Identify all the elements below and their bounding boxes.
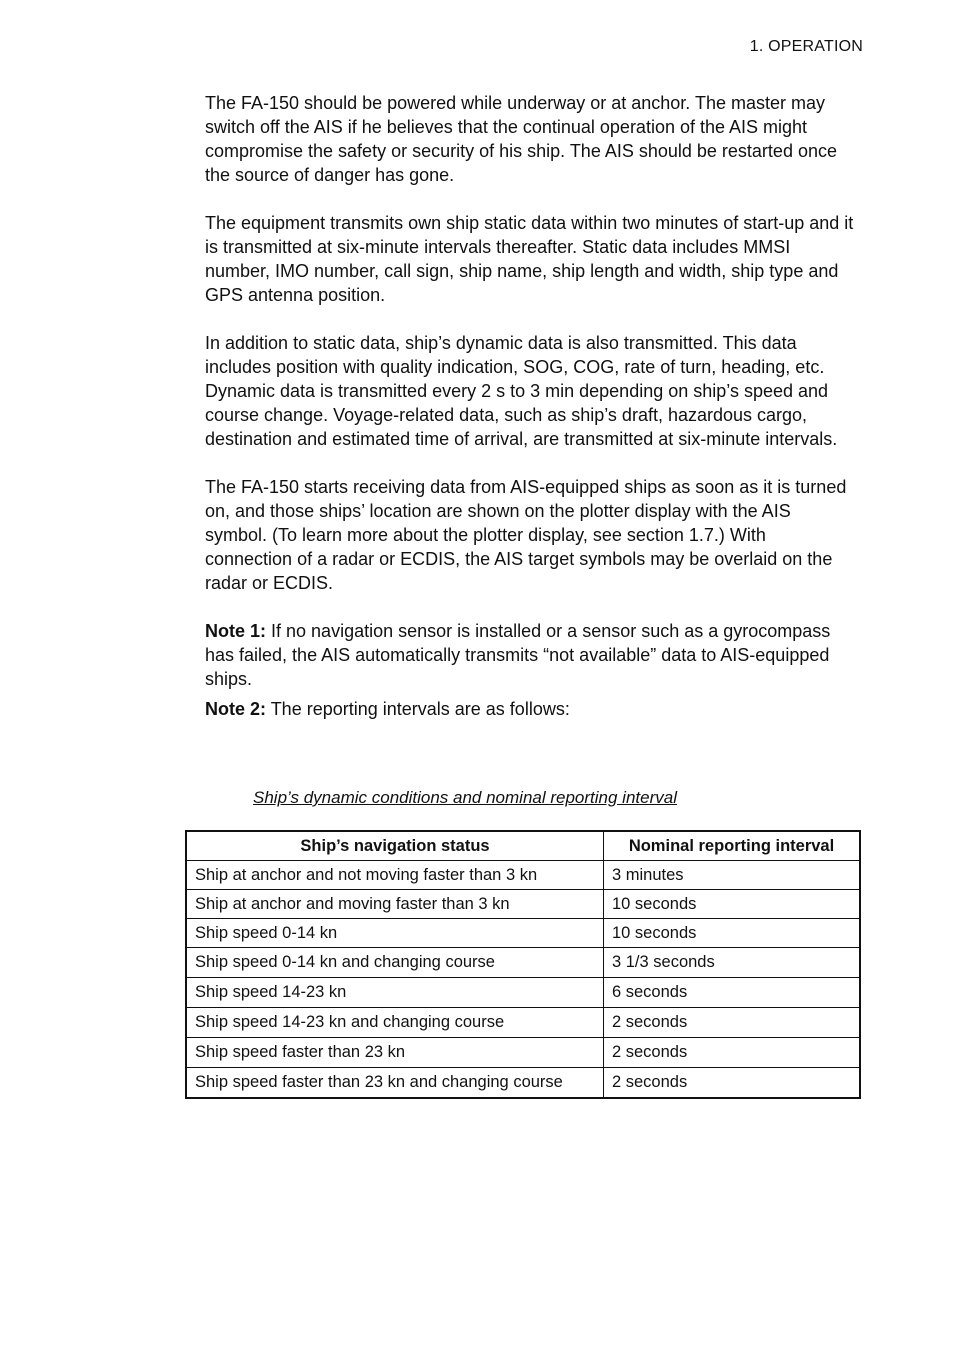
table-row	[186, 890, 860, 919]
status-cell: Ship speed 0-14 kn and changing course	[186, 948, 604, 978]
status-cell: Ship speed faster than 23 kn	[186, 1038, 604, 1068]
status-cell: Ship speed 14-23 kn	[186, 978, 604, 1008]
table-row	[186, 919, 860, 948]
status-cell: Ship at anchor and not moving faster than 3 kn	[186, 861, 604, 890]
note-1-text: If no navigation sensor is installed or a sensor such as a gyrocompass has failed, the AIS automatically transmits “not available” data to AIS-equipped ships.	[205, 621, 831, 689]
body-text	[205, 91, 855, 721]
note-2	[205, 697, 855, 721]
table-row	[186, 978, 860, 1008]
interval-cell: 2 seconds	[604, 1008, 861, 1038]
paragraph-dynamic-data: In addition to static data, ship’s dynamic data is also transmitted. This data includes position with quality indication, SOG, COG, rate of turn, heading, etc. Dynamic data is transmitted every 2 s to 3 min depending on ship’s speed and course change. Voyage-related data, such as ship’s draft, hazardous cargo, destination and estimated time of arrival, are transmitted at six-minute intervals.	[205, 333, 838, 449]
note-1-label: Note 1:	[205, 621, 267, 641]
table-caption: Ship’s dynamic conditions and nominal reporting interval	[253, 788, 677, 807]
paragraph-power: The FA-150 should be powered while underway or at anchor. The master may switch off the AIS if he believes that the continual operation of the AIS might compromise the safety or security of his ship. The AIS should be restarted once the source of danger has gone.	[205, 93, 837, 185]
table-row	[186, 948, 860, 978]
reporting-interval-table	[185, 830, 861, 1099]
note-2-text: The reporting intervals are as follows:	[266, 699, 570, 719]
interval-cell: 6 seconds	[604, 978, 861, 1008]
interval-cell: 2 seconds	[604, 1038, 861, 1068]
interval-cell: 2 seconds	[604, 1068, 861, 1099]
status-cell: Ship speed faster than 23 kn and changing course	[186, 1068, 604, 1099]
table-row	[186, 1008, 860, 1038]
header-navigation-status: Ship’s navigation status	[186, 831, 604, 861]
interval-cell: 10 seconds	[604, 890, 861, 919]
paragraph-static-data: The equipment transmits own ship static data within two minutes of start-up and it is transmitted at six-minute intervals thereafter. Static data includes MMSI number, IMO number, call sign, ship name, ship length and width, ship type and GPS antenna position.	[205, 213, 854, 305]
table-row	[186, 1068, 860, 1099]
page-header: 1. OPERATION	[749, 38, 863, 55]
note-1	[205, 619, 855, 691]
table-row	[186, 1038, 860, 1068]
table-row	[186, 861, 860, 890]
status-cell: Ship at anchor and moving faster than 3 kn	[186, 890, 604, 919]
status-cell: Ship speed 0-14 kn	[186, 919, 604, 948]
status-cell: Ship speed 14-23 kn and changing course	[186, 1008, 604, 1038]
interval-cell: 3 minutes	[604, 861, 861, 890]
header-reporting-interval: Nominal reporting interval	[604, 831, 861, 861]
paragraph-receiving: The FA-150 starts receiving data from AIS-equipped ships as soon as it is turned on, and those ships’ location are shown on the plotter display with the AIS symbol. (To learn more about the plotter display, see section 1.7.) With connection of a radar or ECDIS, the AIS target symbols may be overlaid on the radar or ECDIS.	[205, 477, 847, 593]
interval-cell: 3 1/3 seconds	[604, 948, 861, 978]
table-header-row	[186, 831, 860, 861]
interval-cell: 10 seconds	[604, 919, 861, 948]
note-2-label: Note 2:	[205, 699, 267, 719]
